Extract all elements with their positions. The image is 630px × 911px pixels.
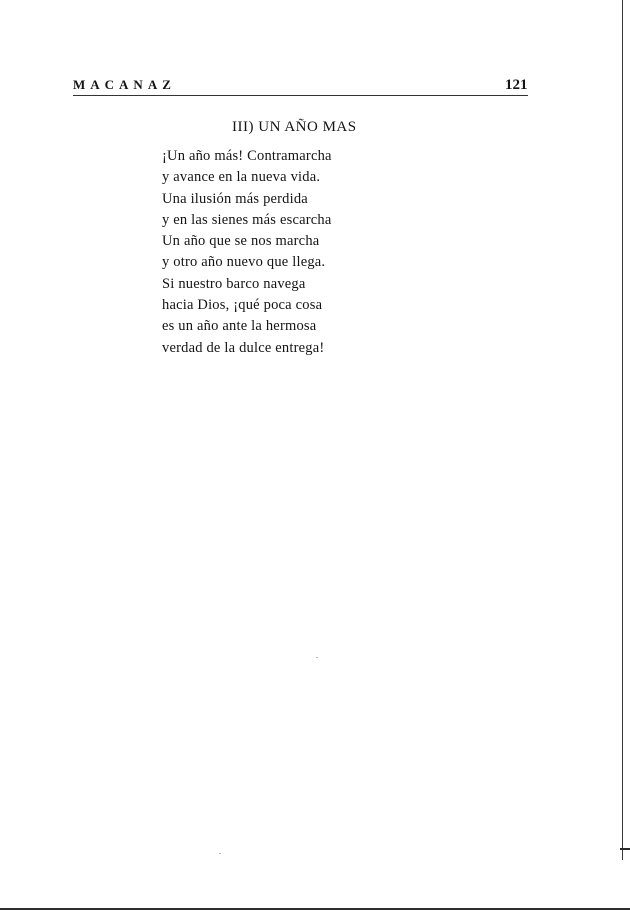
header-rule — [73, 95, 528, 96]
running-title: MACANAZ — [73, 77, 176, 92]
poem-line: y avance en la nueva vida. — [162, 169, 321, 186]
poem-line: Una ilusión más perdida — [162, 190, 308, 207]
poem-line: Si nuestro barco navega — [162, 275, 306, 292]
scan-edge-tick — [620, 848, 630, 850]
poem-line: hacia Dios, ¡qué poca cosa — [162, 297, 323, 314]
poem-line: verdad de la dulce entrega! — [162, 339, 325, 356]
poem-line: es un año ante la hermosa — [162, 318, 317, 335]
scan-edge-right — [622, 0, 623, 860]
scan-speck — [219, 853, 221, 854]
poem-line: y en las sienes más escarcha — [162, 211, 332, 228]
poem-line: y otro año nuevo que llega. — [162, 254, 326, 271]
section-title: III) UN AÑO MAS — [232, 119, 357, 135]
page-number: 121 — [505, 77, 528, 93]
scan-edge-bottom — [0, 908, 630, 910]
poem-line: ¡Un año más! Contramarcha — [162, 148, 332, 164]
poem — [162, 146, 332, 359]
scan-speck — [316, 657, 318, 658]
poem-line: Un año que se nos marcha — [162, 233, 320, 250]
